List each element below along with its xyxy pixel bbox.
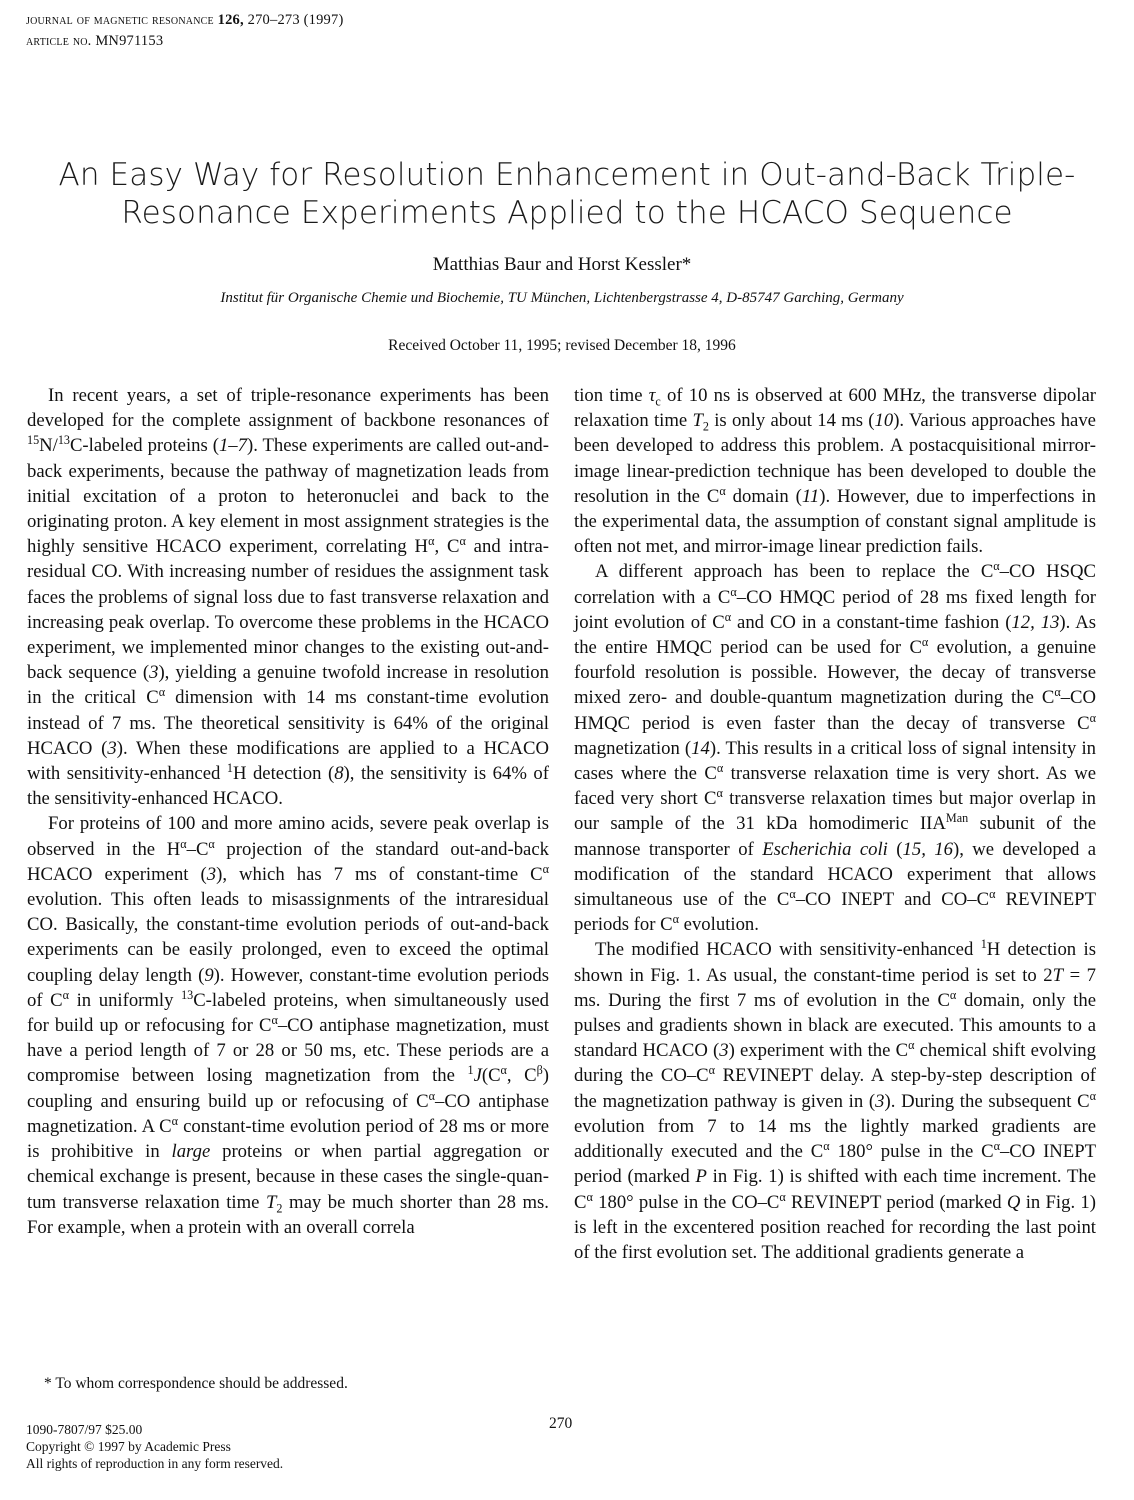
paragraph: tion time $\tau_c$ of 10 ns is observed at 600 MHz, the transverse dipolar relaxation time $T_2$ is only about 14 ms (10). Various approaches have been developed to address this problem. A postacquisitional mirror-image linear-prediction technique has been developed to double the resolution in the $C^\alpha$ domain (11). However, due to imperfections in the experimental data, the assumption of constant signal amplitude is often not met, and mirror-image linear prediction fails. [574,385,1096,558]
article-line [26,31,343,52]
paper-title [20,156,1114,232]
paragraph: A different approach has been to replace the $C^\alpha-CO$ HSQC correlation with a $C^\alpha-CO$ HMQC period of 28 ms fixed length for joint evolution of $C^\alpha$ and CO in a constant-time fashion (12, 13). As the entire HMQC period can be used for $C^\alpha$ evolution, a genuine fourfold resolution is possible. However, the decay of transverse mixed zero- and double-quantum magnetization during the $C^\alpha-CO$ HMQC period is even faster than the decay of transverse $C^\alpha$ magnetization (14). This results in a critical loss of signal intensity in cases where the $C^\alpha$ transverse relaxation time is very short. As we faced very short $C^\alpha$ transverse relaxation times but major overlap in our sample of the 31 kDa homodimeric $IIA^{Man}$ subunit of the mannose transporter of Escherichia coli (15, 16), we developed a modification of the standard HCACO experiment that allows simultaneous use of the $C^\alpha-CO$ INEPT and $CO-C^\alpha$ REVINEPT periods for $C^\alpha$ evolution. [574,559,1097,936]
issn-price: 1090-7807/97 $25.00 [26,1422,143,1437]
journal-name: journal of magnetic resonance [26,12,214,28]
paragraph: In recent years, a set of triple-resonance experiments has been developed for the complete assignment of backbone resonances of $^{15}$N/$^{13}$C-labeled proteins (1–7). These experiments are called out-and-back experiments, because the pathway of magnetization leads from initial excitation of a proton to heteronuclei and back to the originating proton. A key element in most assignment strategies is the highly sensitive HCACO experiment, correlating $H^\alpha$, $C^\alpha$ and intraresidual CO. With increasing number of residues the assignment task faces the problems of signal loss due to fast transverse relaxation and increasing peak overlap. To overcome these problems in the HCACO experiment, we implemented minor changes to the existing out-and-back sequence (3), yielding a genuine twofold increase in resolution in the critical $C^\alpha$ dimension with 14 ms constant-time evolution instead of 7 ms. The theoretical sensitivity is 64% of the original HCACO (3). When these modifications are applied to a HCACO with sensitivity-enhanced $^1$H detection (8), the sensitivity is 64% of the sensitivity-enhanced HCACO. [27,385,550,810]
title-line-2: Resonance Experiments Applied to the HCACO Sequence [121,195,1013,231]
paragraph: For proteins of 100 and more amino acids, severe peak overlap is observed in the $H^\alpha-C^\alpha$ projection of the standard out-and-back HCACO experiment (3), which has 7 ms of constant-time $C^\alpha$ evolution. This often leads to misassignments of the intraresidual CO. Basically, the constant-time evolution periods of out-and-back experiments can be easily prolonged, even to exceed the optimal coupling delay length (9). However, constant-time evolution periods of $C^\alpha$ in uniformly $^{13}$C-labeled proteins, when simultaneously used for build up or refocusing for $C^\alpha-CO$ antiphase magnetization, must have a period length of 7 or 28 or 50 ms, etc. These periods are a compromise between losing magnetization from the $^1J(C^\alpha$, $C^\beta$) coupling and ensuring build up or refocusing of $C^\alpha-CO$ antiphase magnetization. A $C^\alpha$ constant-time evolution period of 28 ms or more is prohibitive in large proteins or when partial aggregation or chemical exchange is present, because in these cases the single-quantum transverse relaxation time $T_2$ may be much shorter than 28 ms. For example, when a protein with an overall correla [27,813,550,1238]
affiliation: Institut für Organische Chemie und Biochemie, TU München, Lichtenbergstrasse 4, D-85747 Garching, Germany [220,290,904,306]
left-column [27,383,549,1240]
article-label: article no. [26,33,92,49]
copyright-block [26,1421,283,1472]
running-header [26,10,343,52]
journal-line [26,10,343,31]
copyright-line: Copyright © 1997 by Academic Press [26,1439,231,1454]
page-number: 270 [549,1415,573,1432]
journal-volume: 126, [217,12,244,28]
article-number: MN971153 [95,33,164,49]
received-date: Received October 11, 1995; revised December 18, 1996 [388,337,736,354]
paragraph: The modified HCACO with sensitivity-enhanced $^1$H detection is shown in Fig. 1. As usual, the constant-time period is set to 2T = 7 ms. During the first 7 ms of evolution in the $C^\alpha$ domain, only the pulses and gradients shown in black are executed. This amounts to a standard HCACO (3) experiment with the $C^\alpha$ chemical shift evolving during the $CO-C^\alpha$ REVINEPT delay. A step-by-step description of the magnetization pathway is given in (3). During the subsequent $C^\alpha$ evolution from 7 to 14 ms the lightly marked gradients are additionally executed and the $C^\alpha$ 180° pulse in the $C^\alpha-CO$ INEPT period (marked P in Fig. 1) is shifted with each time increment. The $C^\alpha$ 180° pulse in the $CO-C^\alpha$ REVINEPT period (marked Q in Fig. 1) is left in the excentered position reached for recording the last point of the first evolution set. The additional gradients generate a [574,937,1097,1263]
title-line-1: An Easy Way for Resolution Enhancement in Out-and-Back Triple- [58,157,1076,193]
journal-pages: 270–273 (1997) [247,12,344,28]
rights-line: All rights of reproduction in any form reserved. [26,1456,284,1471]
footnote: * To whom correspondence should be addressed. [44,1375,348,1392]
right-column [574,383,1096,1265]
authors: Matthias Baur and Horst Kessler* [432,254,692,275]
